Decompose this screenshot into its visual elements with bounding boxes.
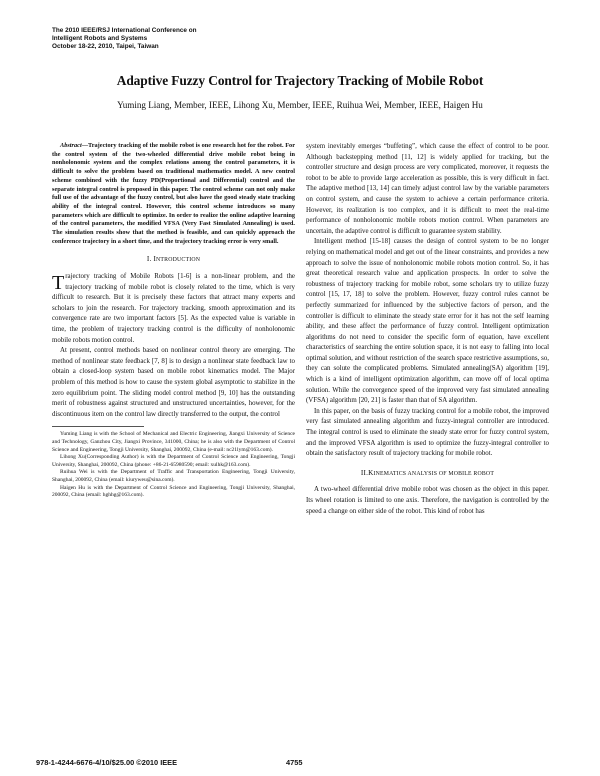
paragraph: A two-wheel differential drive mobile robot was chosen as the object in this paper. Its wheel rotation is limited to one axis. Therefore, the navigation is controlled by the speed a change on either side of the robot. This kind of robot has — [306, 486, 549, 515]
paragraph: In this paper, on the basis of fuzzy tracking control for a mobile robot, the improved very fast simulated annealing algorithm and fuzzy-integral controller are introduced. The integral control is used to eliminate the steady state error for fuzzy control system, and the improved VFSA algorithm is used to optimize the fuzzy-integral controller to obtain the satisfactory result of trajectory tracking for mobile robot. — [306, 407, 549, 458]
right-column — [306, 142, 549, 517]
left-column — [52, 142, 295, 500]
paragraph: Intelligent method [15-18] causes the design of control system to be no longer relying on mathematical model and get out of the linear constraints, and provides a new approach to solve the issue of nonholonomic mobile robots motion control. So, it has great theoretical research value and application prospects. In order to solve the robustness of trajectory tracking for mobile robot, some scholars try to utilize fuzzy control [15, 17, 18] to solve the problem. However, fuzzy control rules cannot be perfectly summarized for influenced by the subjective factors of person, and the controller is difficult to eliminate the steady state error for it has not the self learning ability, and these affect the performance of fuzzy control. Intelligent optimization algorithms do not need to consider the specific form of equation, have excellent characteristics of searching the entire solution space, it is not easy to falling into local optimal solution, and without restriction of the search space restrictive assumptions, so, they can solute the complicated problems. Simulated annealing(SA) algorithm [19], which is a kind of intelligent optimization algorithm, can move off of local optima solution. While the convergence speed of the improved very fast simulated annealing (VFSA) algorithm [20, 21] is faster than that of SA algorithm. — [306, 238, 549, 405]
paragraph-text: rajectory tracking of Mobile Robots [1-6] is a non-linear problem, and the trajectory tracking of mobile robot is closely related to the time, which is very difficult to research. But it is precisely these factors that attract many experts and scholars to join the research. For trajectory tracking, smooth approximation and its convergence rate are two important factors [5]. As the expected value is variable in time, the problem of trajectory tracking control is the difficulty of nonholonomic mobile robots motion control. — [52, 273, 295, 344]
conference-header — [52, 27, 312, 51]
footnote: Haigen Hu is with the Department of Control Science and Engineering, Tongji University, Shanghai, 200092, China (email: hghhg@163.com). — [52, 484, 295, 499]
conference-line: October 18-22, 2010, Taipei, Taiwan — [52, 43, 159, 50]
section-initial: I — [153, 255, 157, 264]
section-heading — [306, 468, 549, 480]
abstract — [52, 142, 295, 246]
abstract-text: —Trajectory tracking of the mobile robot is one research hot for the robot. For the control system of the two-wheeled differential drive mobile robot being in nonholonomic system and the complex relations among the control parameters, it is difficult to solve the problem based on traditional mathematics model. A new control scheme combined with the fuzzy PD(Proportional and Differential) control and the separate integral control is proposed in this paper. The control scheme can not only make full use of the advantage of the fuzzy control, but also have the good steady state tracking ability of the integral control. However, this control scheme introduces so many parameters which are difficult to optimize. In order to realize the online adaptive learning of the control parameters, the modified VFSA (Very Fast Simulated Annealing) is used. The simulation results show that the method is feasible, and can quickly approach the conference trajectory in a short time, and the trajectory tracking error is very small. — [52, 142, 295, 245]
abstract-label: Abstract — [60, 142, 82, 149]
drop-cap: T — [52, 272, 65, 295]
author-list: Yuming Liang, Member, IEEE, Lihong Xu, Member, IEEE, Ruihua Wei, Member, IEEE, Haigen Hu — [117, 100, 483, 110]
section-initial: K — [368, 468, 374, 477]
page-number: 4755 — [286, 758, 303, 767]
footnote: Ruihua Wei is with the Department of Traffic and Transportation Engineering, Tongji University, Shanghai, 200092, China (email: kiuryweu@sina.com). — [52, 469, 295, 483]
section-number: II. — [360, 468, 369, 477]
conference-line: Intelligent Robots and Systems — [52, 35, 148, 42]
paper-title: Adaptive Fuzzy Control for Trajectory Tracking of Mobile Robot — [116, 73, 484, 88]
section-number: I. — [146, 255, 152, 264]
section-heading — [52, 254, 295, 266]
section-title: INEMATICS ANALYSIS OF MOBILE ROBOT — [373, 470, 495, 477]
footnote: Yuming Liang is with the School of Mechanical and Electric Engineering, Jiangxi University of Science and Technology, Ganzhou City, Jiangxi Province, 341000, China; he is also with the Department of Control Science and Engineering, Tongji University, Shanghai, 200092, China (e-mail: nc21lym@163.com). — [52, 431, 295, 453]
footnote: Lihong Xu(Corresponding Author) is with the Department of Control Science and Engineering, Tongji University, Shanghai, 200092, China (phone: +86-21-65980590; email: xulhk@163.com). — [52, 454, 295, 468]
footnote-rule — [52, 426, 144, 427]
section-title: NTRODUCTION — [156, 257, 201, 264]
footnotes — [52, 431, 295, 499]
paragraph — [52, 272, 295, 346]
paragraph: At present, control methods based on nonlinear control theory are emerging. The method of nonlinear state feedback [7, 8] is to design a nonlinear state feedback law to obtain a closed-loop system based on mobile robot kinematics model. The Major problem of this method is how to cause the system global asymptotic to stabilize in the zero equilibrium point. The sliding model control method [9, 10] has the outstanding merit of robustness against structured and unstructured uncertainties, however, for the discontinuous item on the control law directly transferred to the output, the control — [52, 347, 295, 418]
conference-line: The 2010 IEEE/RSJ International Conference on — [52, 27, 197, 34]
paragraph: system inevitably emerges “buffeting”, which cause the effect of control to be poor. Although backstepping method [11, 12] is widely applied for tracking, but the controller structure and design process are very complicated, moreover, it requests the robot to be able to provide large acceleration as possible, this is very difficult in fact. The adaptive method [13, 14] can timely adjust control law by the variable parameters on control system, and cause the system to achieve a certain performance criteria. However, its realization is too complex, and it is difficult to meet the real-time performance of nonholonomic mobile robots motion control. When parameters are uncertain, the adaptive control is difficult to guarantee system stability. — [306, 143, 549, 235]
isbn-footer: 978-1-4244-6676-4/10/$25.00 ©2010 IEEE — [36, 758, 178, 767]
